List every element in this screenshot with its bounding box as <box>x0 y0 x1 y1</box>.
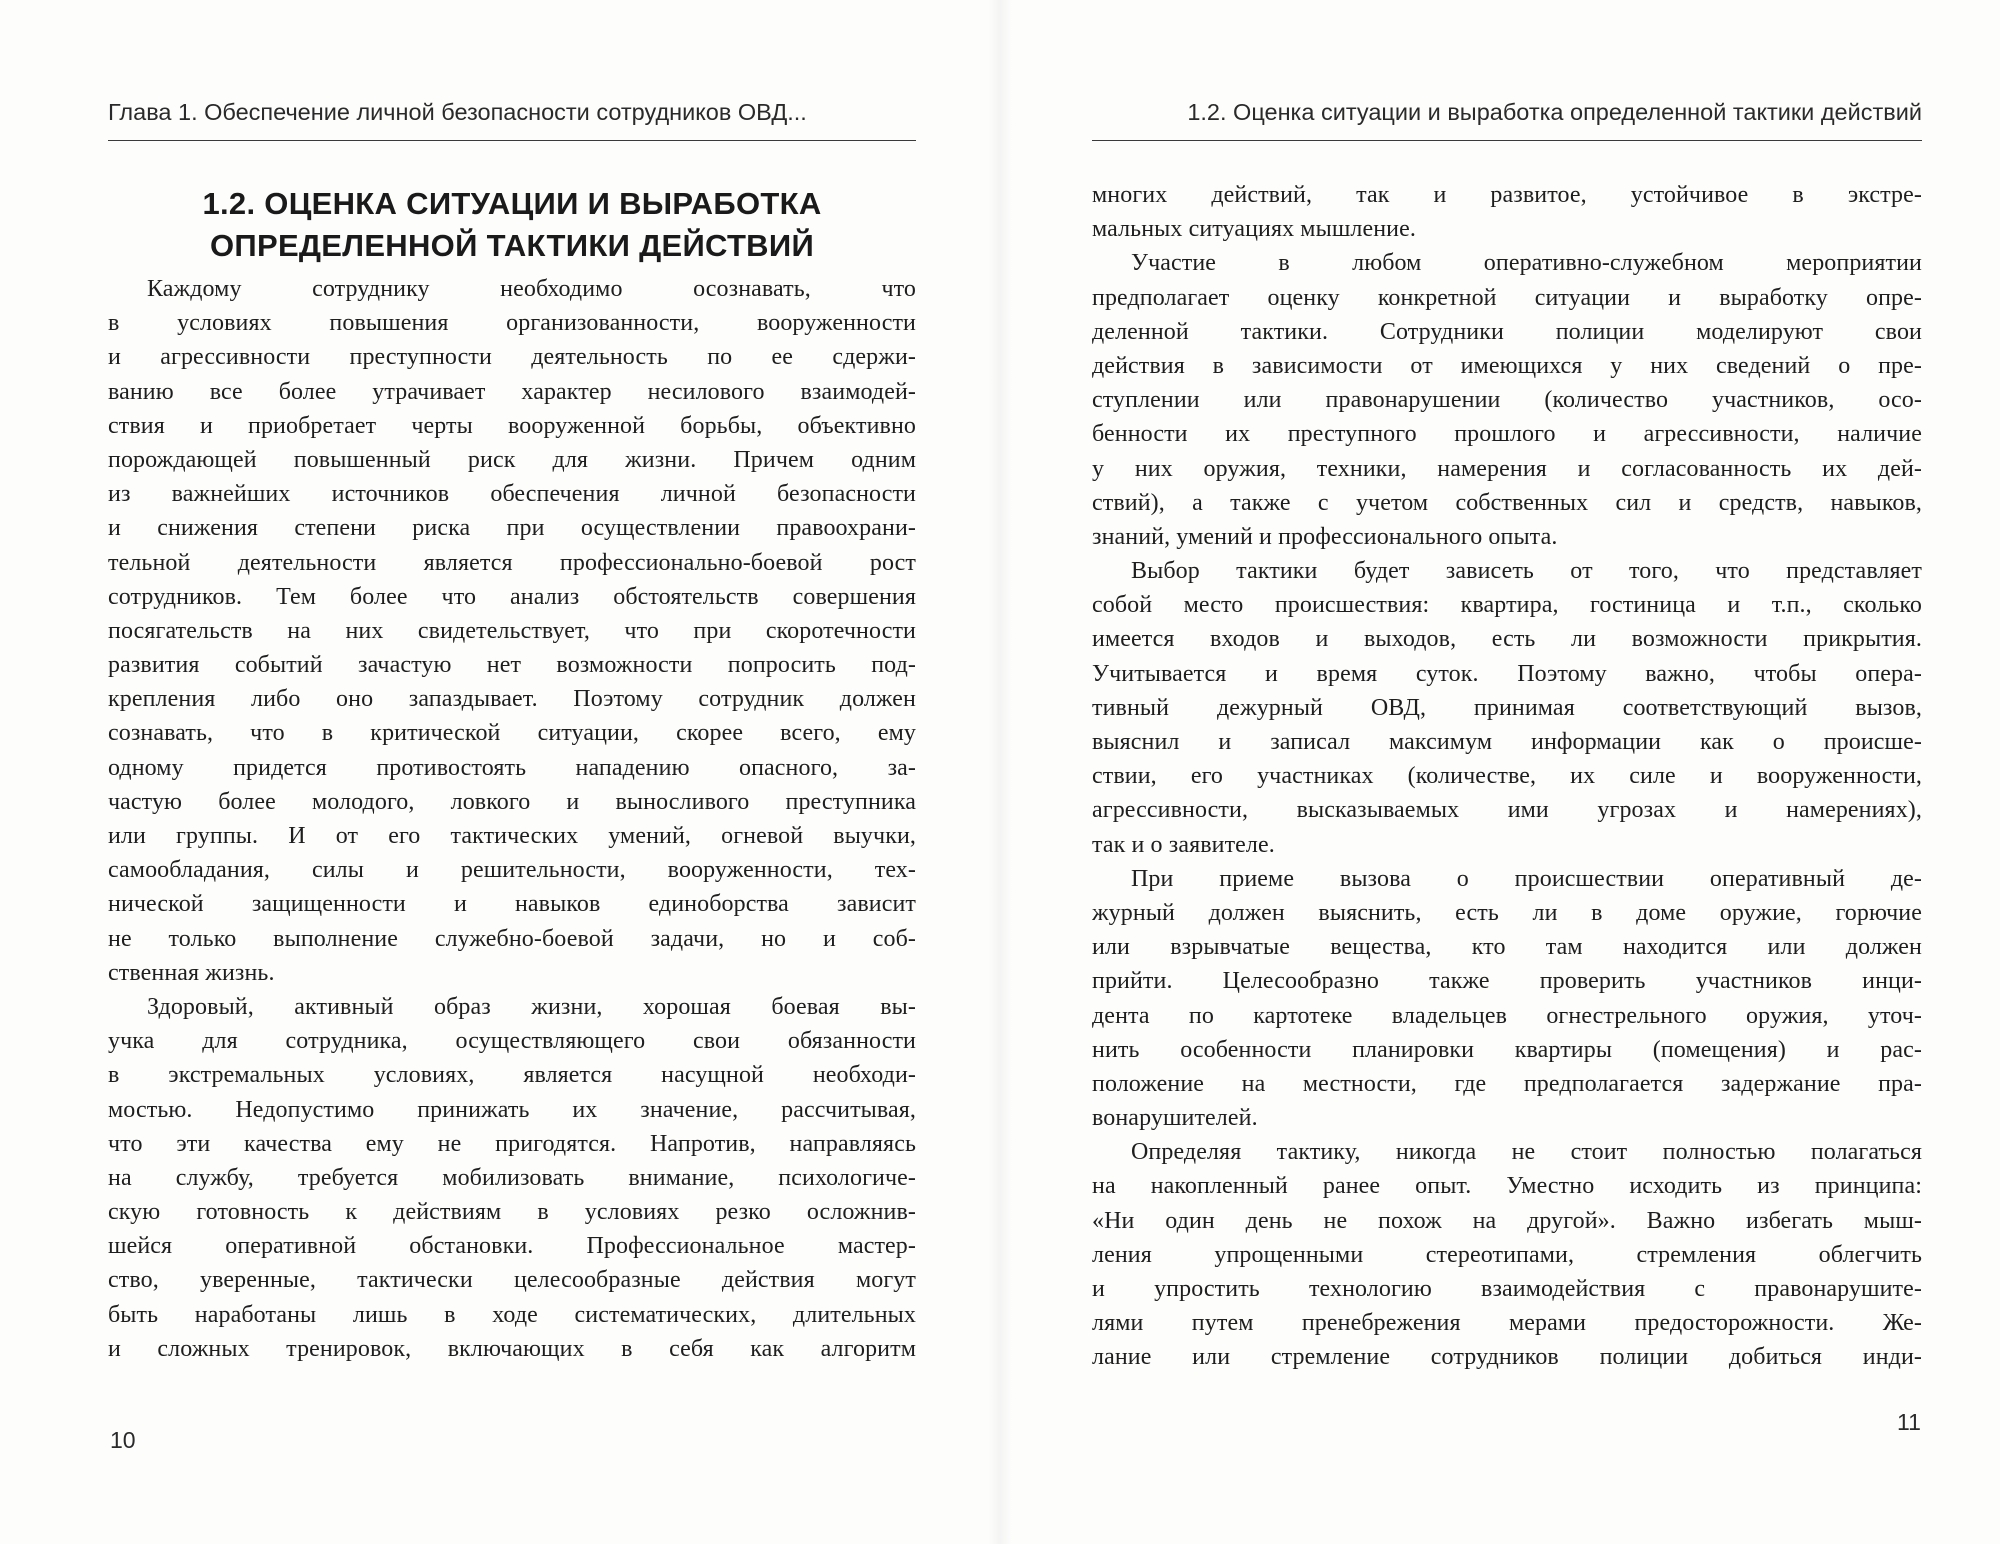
left-body-text <box>108 272 916 1366</box>
body-text-line: тивный дежурный ОВД, принимая соответствующий вызов, <box>1092 694 1922 721</box>
right-header-rule <box>1092 140 1922 141</box>
body-text-line: крепления либо оно запаздывает. Поэтому сотрудник должен <box>108 686 916 713</box>
body-text-line: дента по картотеке владельцев огнестрельного оружия, уточ- <box>1092 1002 1922 1029</box>
body-text-line: быть наработаны лишь в ходе систематических, длительных <box>108 1301 916 1328</box>
section-title-line: ОПРЕДЕЛЕННОЙ ТАКТИКИ ДЕЙСТВИЙ <box>209 228 815 263</box>
body-text-line: прийти. Целесообразно также проверить участников инци- <box>1092 968 1922 995</box>
body-text-line: многих действий, так и развитое, устойчивое в экстре- <box>1092 182 1922 208</box>
body-text-line: Учитывается и время суток. Поэтому важно, чтобы опера- <box>1092 660 1922 687</box>
body-text-line: знаний, умений и профессионального опыта. <box>1092 523 1558 550</box>
section-title <box>108 183 916 267</box>
body-text-line: нить особенности планировки квартиры (помещения) и рас- <box>1092 1036 1922 1063</box>
body-text-line: и агрессивности преступности деятельность по ее сдержи- <box>108 344 916 371</box>
body-text-line: на накопленный ранее опыт. Уместно исходить из принципа: <box>1092 1173 1922 1200</box>
body-text-line: предполагает оценку конкретной ситуации и выработку опре- <box>1092 284 1922 311</box>
body-text-line: ственная жизнь. <box>108 959 275 986</box>
body-text-line: и упростить технологию взаимодействия с правонарушите- <box>1092 1276 1922 1302</box>
body-text-line: одному придется противостоять нападению опасного, за- <box>108 754 916 781</box>
left-running-head: Глава 1. Обеспечение личной безопасности сотрудников ОВД... <box>108 99 807 125</box>
body-text-line: из важнейших источников обеспечения личной безопасности <box>108 481 916 508</box>
body-text-line: так и о заявителе. <box>1092 831 1275 858</box>
body-text-line: развития событий зачастую нет возможности попросить под- <box>108 652 916 679</box>
body-text-line: частую более молодого, ловкого и выносливого преступника <box>108 788 916 815</box>
body-text-line: и сложных тренировок, включающих в себя как алгоритм <box>108 1335 916 1362</box>
body-text-line: журный должен выяснить, есть ли в доме оружие, горючие <box>1092 899 1922 926</box>
body-text-line: вонарушителей. <box>1092 1105 1258 1132</box>
body-text-line: сознавать, что в критической ситуации, скорее всего, ему <box>108 720 916 747</box>
right-page <box>1000 0 2000 1544</box>
body-text-line: нической защищенности и навыков единоборства зависит <box>108 891 916 918</box>
body-text-line: ствии, его участниках (количестве, их силе и вооруженности, <box>1092 763 1922 790</box>
right-running-head: 1.2. Оценка ситуации и выработка определенной тактики действий <box>1187 99 1922 125</box>
body-text-line: лание или стремление сотрудников полиции добиться инди- <box>1092 1344 1922 1371</box>
body-text-line: Участие в любом оперативно-служебном мероприятии <box>1131 250 1922 277</box>
body-text-line: скую готовность к действиям в условиях резко осложнив- <box>108 1199 916 1226</box>
body-text-line: что эти качества ему не пригодятся. Напротив, направляясь <box>108 1130 916 1157</box>
body-text-line: деленной тактики. Сотрудники полиции моделируют свои <box>1092 318 1922 345</box>
body-text-line: ления упрощенными стереотипами, стремления облегчить <box>1092 1241 1922 1268</box>
body-text-line: не только выполнение служебно-боевой задачи, но и соб- <box>108 925 916 952</box>
body-text-line: «Ни один день не похож на другой». Важно избегать мыш- <box>1092 1207 1922 1234</box>
body-text-line: бенности их преступного прошлого и агрессивности, наличие <box>1092 421 1922 448</box>
left-header-rule <box>108 140 916 141</box>
body-text-line: лями путем пренебрежения мерами предосторожности. Же- <box>1092 1310 1922 1337</box>
body-text-line: ванию все более утрачивает характер несилового взаимодей- <box>108 378 916 405</box>
body-text-line: собой место происшествия: квартира, гостиница и т.п., сколько <box>1092 592 1922 619</box>
right-body-text <box>1092 178 1922 1375</box>
body-text-line: имеется входов и выходов, есть ли возможности прикрытия. <box>1092 626 1922 653</box>
body-text-line: ступлении или правонарушении (количество участников, осо- <box>1092 387 1922 414</box>
body-text-line: порождающей повышенный риск для жизни. Причем одним <box>108 446 916 473</box>
body-text-line: и снижения степени риска при осуществлении правоохрани- <box>108 515 916 542</box>
body-text-line: шейся оперативной обстановки. Профессиональное мастер- <box>108 1233 916 1260</box>
body-text-line: у них оружия, техники, намерения и согласованность их дей- <box>1092 455 1922 482</box>
body-text-line: сотрудников. Тем более что анализ обстоятельств совершения <box>108 583 916 610</box>
body-text-line: мостью. Недопустимо принижать их значение, рассчитывая, <box>108 1096 916 1123</box>
body-text-line: ствия и приобретает черты вооруженной борьбы, объективно <box>108 412 916 439</box>
body-text-line: посягательств на них свидетельствует, что при скоротечности <box>108 617 916 644</box>
body-text-line: в условиях повышения организованности, вооруженности <box>108 310 916 337</box>
body-text-line: действия в зависимости от имеющихся у них сведений о пре- <box>1092 352 1922 379</box>
body-text-line: или взрывчатые вещества, кто там находится или должен <box>1092 934 1922 961</box>
left-page-number: 10 <box>110 1427 136 1453</box>
body-text-line: на службу, требуется мобилизовать внимание, психологиче- <box>108 1164 916 1191</box>
body-text-line: мальных ситуациях мышление. <box>1092 216 1416 243</box>
body-text-line: выяснил и записал максимум информации как о происше- <box>1092 729 1922 755</box>
body-text-line: положение на местности, где предполагается задержание пра- <box>1092 1070 1922 1097</box>
body-text-line: Выбор тактики будет зависеть от того, что представляет <box>1131 558 1922 585</box>
body-text-line: в экстремальных условиях, является насущной необходи- <box>108 1062 916 1089</box>
section-title-line: 1.2. ОЦЕНКА СИТУАЦИИ И ВЫРАБОТКА <box>202 186 822 221</box>
body-text-line: тельной деятельности является профессионально-боевой рост <box>108 549 916 576</box>
body-text-line: При приеме вызова о происшествии оперативный де- <box>1131 865 1922 892</box>
body-text-line: или группы. И от его тактических умений, огневой выучки, <box>108 823 916 849</box>
body-text-line: ствий), а также с учетом собственных сил и средств, навыков, <box>1092 489 1922 516</box>
body-text-line: агрессивности, высказываемых ими угрозах и намерениях), <box>1092 797 1922 824</box>
body-text-line: учка для сотрудника, осуществляющего свои обязанности <box>108 1028 916 1055</box>
body-text-line: Здоровый, активный образ жизни, хорошая боевая вы- <box>147 993 916 1020</box>
body-text-line: самообладания, силы и решительности, вооруженности, тех- <box>108 857 916 884</box>
body-text-line: Определяя тактику, никогда не стоит полностью полагаться <box>1131 1139 1922 1166</box>
body-text-line: Каждому сотруднику необходимо осознавать, что <box>147 276 916 302</box>
body-text-line: ство, уверенные, тактически целесообразные действия могут <box>108 1267 916 1294</box>
right-page-number: 11 <box>1897 1409 1921 1435</box>
